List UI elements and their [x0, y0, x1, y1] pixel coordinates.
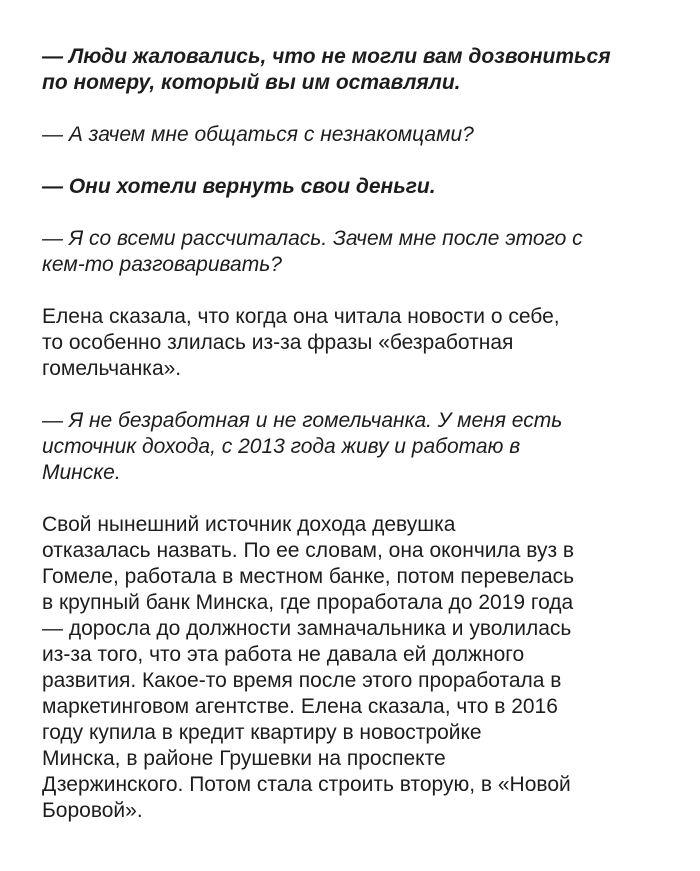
text-line: Гомеле, работала в местном банке, потом перевелась	[42, 565, 575, 588]
text-line: Минска, в районе Грушевки на проспекте	[42, 747, 446, 770]
answer-income	[42, 408, 662, 486]
text-line: отказалась назвать. По ее словам, она окончила вуз в	[42, 539, 575, 562]
text-line: году купила в кредит квартиру в новостройке	[42, 721, 482, 744]
text-line: Свой нынешний источник дохода девушка	[42, 513, 456, 536]
text-line: кем-то разговаривать?	[42, 253, 282, 276]
text-line: в крупный банк Минска, где проработала до 2019 года	[42, 591, 574, 614]
question-unreachable	[42, 44, 662, 96]
text-line: то особенно злилась из-за фразы «безработная	[42, 331, 514, 354]
text-line: Елена сказала, что когда она читала новости о себе,	[42, 305, 560, 328]
text-line: — Я со всеми рассчиталась. Зачем мне после этого с	[42, 227, 583, 250]
text-line: развития. Какое-то время после этого проработала в	[42, 669, 562, 692]
question-money	[42, 174, 662, 200]
text-line: маркетинговом агентстве. Елена сказала, что в 2016	[42, 695, 558, 718]
text-line: — Я не безработная и не гомельчанка. У меня есть	[42, 409, 563, 432]
article-body	[42, 44, 662, 824]
text-line: источник дохода, с 2013 года живу и работаю в	[42, 435, 521, 458]
paragraph-biography	[42, 512, 662, 824]
text-line: по номеру, который вы им оставляли.	[42, 71, 461, 94]
paragraph-news-reaction	[42, 304, 662, 382]
answer-strangers	[42, 122, 662, 148]
text-line: из-за того, что эта работа не давала ей должного	[42, 643, 525, 666]
text-line: — Они хотели вернуть свои деньги.	[42, 175, 436, 198]
text-line: Минске.	[42, 461, 121, 484]
text-line: Боровой».	[42, 799, 143, 822]
answer-settled	[42, 226, 662, 278]
text-line: — доросла до должности замначальника и уволилась	[42, 617, 572, 640]
text-line: — Люди жаловались, что не могли вам дозвониться	[42, 45, 611, 68]
text-line: гомельчанка».	[42, 357, 182, 380]
text-line: — А зачем мне общаться с незнакомцами?	[42, 123, 474, 146]
text-line: Дзержинского. Потом стала строить вторую, в «Новой	[42, 773, 571, 796]
